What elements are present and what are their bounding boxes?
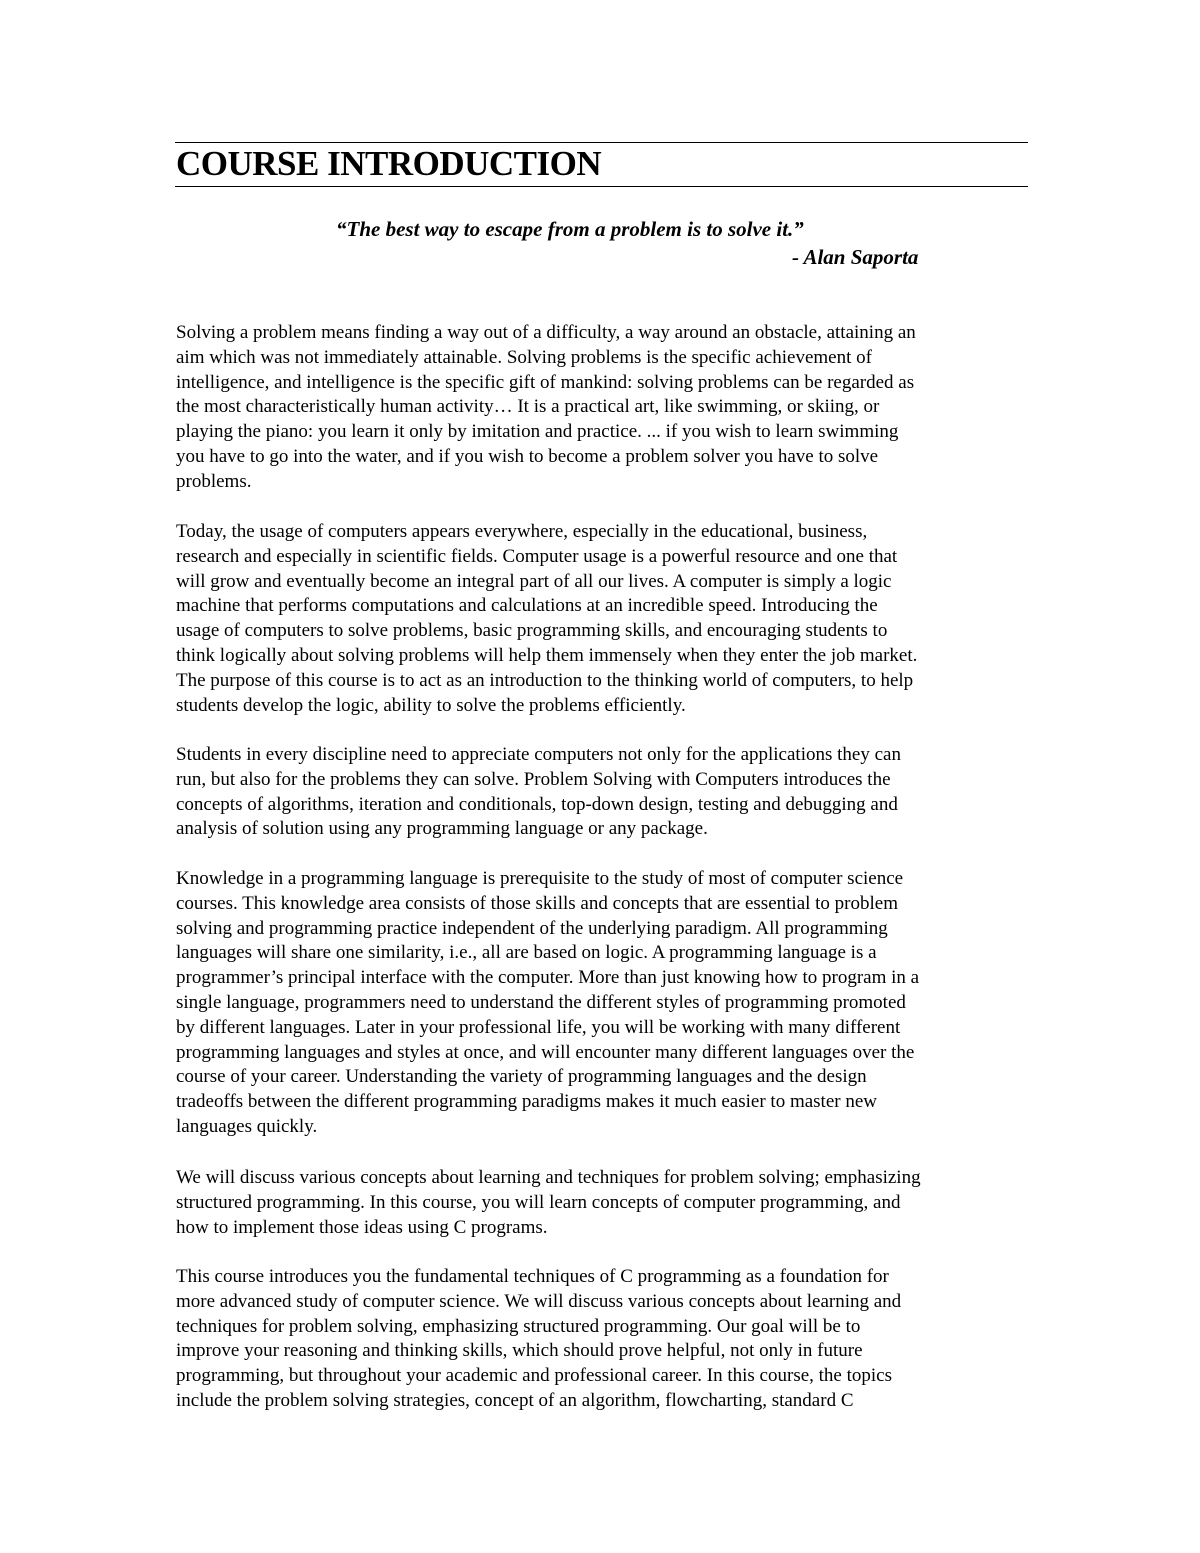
- paragraph-line: This course introduces you the fundamental techniques of C programming as a foundation for: [176, 1266, 889, 1287]
- paragraph-line: structured programming. In this course, you will learn concepts of computer programming, and: [176, 1191, 901, 1213]
- paragraph-line: solving and programming practice independent of the underlying paradigm. All programming: [176, 917, 888, 939]
- epigraph-author: - Alan Saporta: [792, 245, 919, 269]
- paragraph-line: more advanced study of computer science. We will discuss various concepts about learning and: [176, 1290, 902, 1312]
- title-bottom-rule: [175, 186, 1028, 187]
- paragraph-line: languages quickly.: [176, 1116, 318, 1137]
- paragraph-line: you have to go into the water, and if you wish to become a problem solver you have to solve: [176, 446, 879, 467]
- paragraph-line: the most characteristically human activity… It is a practical art, like swimming, or skiing, or: [176, 396, 880, 418]
- paragraph-line: think logically about solving problems will help them immensely when they enter the job market.: [176, 645, 918, 666]
- paragraph-line: improve your reasoning and thinking skills, which should prove helpful, not only in future: [176, 1340, 863, 1362]
- paragraph-line: single language, programmers need to understand the different styles of programming promoted: [176, 992, 906, 1013]
- paragraph-line: how to implement those ideas using C programs.: [176, 1216, 548, 1238]
- paragraph-line: The purpose of this course is to act as an introduction to the thinking world of computers, to help: [176, 669, 914, 691]
- paragraph-line: Today, the usage of computers appears everywhere, especially in the educational, business,: [176, 521, 868, 542]
- paragraph-line: Solving a problem means finding a way out of a difficulty, a way around an obstacle, attaining an: [176, 322, 916, 343]
- paragraph-line: include the problem solving strategies, concept of an algorithm, flowcharting, standard C: [176, 1390, 854, 1411]
- epigraph-quote: “The best way to escape from a problem is to solve it.”: [336, 217, 804, 241]
- paragraph-line: tradeoffs between the different programming paradigms makes it much easier to master new: [176, 1091, 878, 1113]
- paragraph-line: analysis of solution using any programming language or any package.: [176, 818, 708, 840]
- paragraph-line: research and especially in scientific fields. Computer usage is a powerful resource and one that: [176, 545, 898, 567]
- paragraph-line: run, but also for the problems they can solve. Problem Solving with Computers introduces the: [176, 768, 891, 790]
- paragraph-line: languages will share one similarity, i.e., all are based on logic. A programming language is a: [176, 942, 877, 964]
- paragraph-line: course of your career. Understanding the variety of programming languages and the design: [176, 1066, 867, 1088]
- page-title: COURSE INTRODUCTION: [176, 144, 602, 183]
- paragraph-line: concepts of algorithms, iteration and conditionals, top-down design, testing and debugging and: [176, 793, 898, 815]
- paragraph-line: will grow and eventually become an integral part of all our lives. A computer is simply a logic: [176, 570, 892, 592]
- paragraph-line: usage of computers to solve problems, basic programming skills, and encouraging students to: [176, 620, 888, 642]
- paragraph-line: machine that performs computations and calculations at an incredible speed. Introducing the: [176, 595, 878, 617]
- paragraph-line: techniques for problem solving, emphasizing structured programming. Our goal will be to: [176, 1315, 861, 1337]
- paragraph-line: programmer’s principal interface with the computer. More than just knowing how to program in a: [176, 967, 920, 989]
- paragraph-line: by different languages. Later in your professional life, you will be working with many different: [176, 1016, 901, 1038]
- paragraph-line: problems.: [176, 470, 252, 492]
- paragraph-line: playing the piano: you learn it only by imitation and practice. ... if you wish to learn swimming: [176, 421, 899, 443]
- paragraph-line: intelligence, and intelligence is the specific gift of mankind: solving problems can be regarded as: [176, 371, 915, 393]
- paragraph-line: Students in every discipline need to appreciate computers not only for the applications they can: [176, 744, 901, 765]
- paragraph-line: programming languages and styles at once, and will encounter many different languages over the: [176, 1041, 915, 1063]
- paragraph-line: aim which was not immediately attainable. Solving problems is the specific achievement of: [176, 346, 872, 368]
- paragraph-line: programming, but throughout your academic and professional career. In this course, the topics: [176, 1365, 892, 1387]
- paragraph-line: Knowledge in a programming language is prerequisite to the study of most of computer science: [176, 868, 904, 889]
- paragraph-line: courses. This knowledge area consists of those skills and concepts that are essential to problem: [176, 892, 898, 914]
- paragraph-line: We will discuss various concepts about learning and techniques for problem solving; emphasizing: [176, 1167, 921, 1188]
- paragraph-line: students develop the logic, ability to solve the problems efficiently.: [176, 694, 686, 716]
- title-top-rule: [175, 142, 1028, 143]
